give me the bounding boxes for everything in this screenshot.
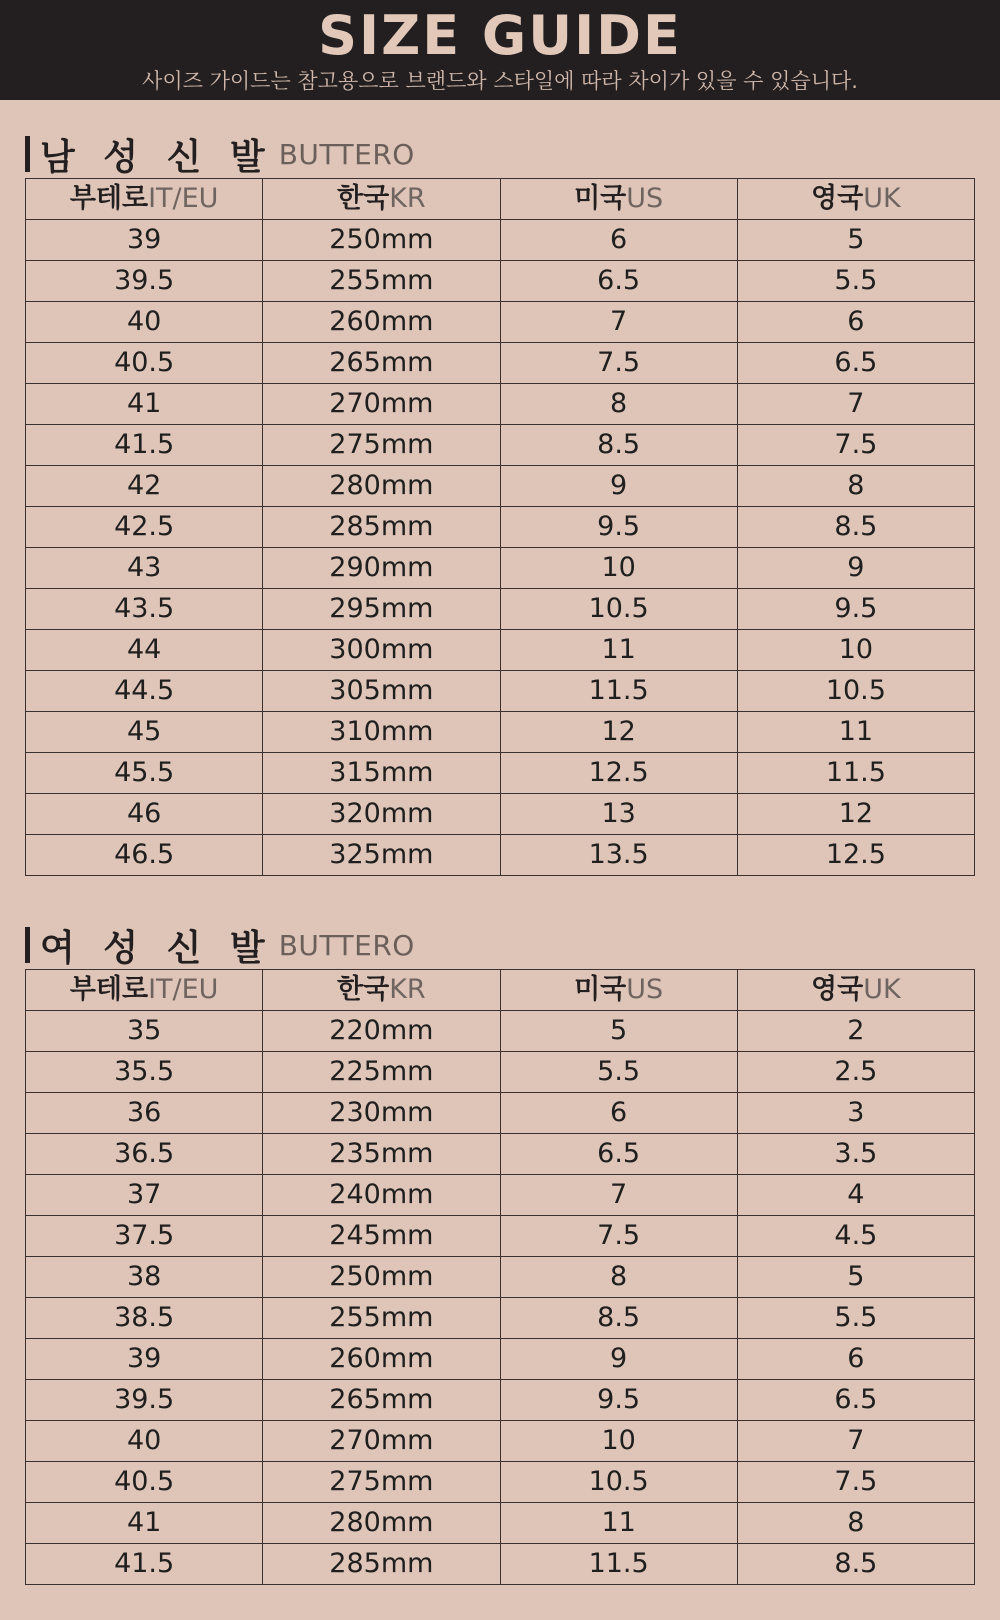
table-row <box>26 794 975 835</box>
column-header <box>26 179 263 220</box>
table-cell: 39.5 <box>26 1380 263 1421</box>
table-cell: 8 <box>500 1257 737 1298</box>
table-cell: 12 <box>500 712 737 753</box>
table-cell: 5 <box>737 1257 974 1298</box>
table-row <box>26 1339 975 1380</box>
table-cell: 6.5 <box>500 1134 737 1175</box>
table-row <box>26 1216 975 1257</box>
table-cell: 41.5 <box>26 1544 263 1585</box>
table-cell: 8 <box>500 384 737 425</box>
page-title: SIZE GUIDE <box>318 4 682 67</box>
table-cell: 7.5 <box>737 1462 974 1503</box>
table-cell: 270mm <box>263 384 500 425</box>
women-size-section <box>25 921 975 1585</box>
table-cell: 250mm <box>263 220 500 261</box>
men-size-section <box>25 130 975 876</box>
table-cell: 265mm <box>263 343 500 384</box>
table-cell: 10.5 <box>500 589 737 630</box>
table-cell: 10 <box>500 1421 737 1462</box>
table-cell: 36.5 <box>26 1134 263 1175</box>
table-row <box>26 671 975 712</box>
table-cell: 270mm <box>263 1421 500 1462</box>
table-cell: 310mm <box>263 712 500 753</box>
table-cell: 285mm <box>263 507 500 548</box>
table-cell: 260mm <box>263 302 500 343</box>
table-row <box>26 835 975 876</box>
table-cell: 11 <box>500 630 737 671</box>
table-cell: 13 <box>500 794 737 835</box>
table-cell: 265mm <box>263 1380 500 1421</box>
column-header-ko: 부테로 <box>69 183 149 214</box>
table-cell: 40.5 <box>26 1462 263 1503</box>
table-row <box>26 1052 975 1093</box>
table-cell: 41 <box>26 384 263 425</box>
table-cell: 43 <box>26 548 263 589</box>
table-row <box>26 343 975 384</box>
table-cell: 5.5 <box>500 1052 737 1093</box>
table-cell: 9.5 <box>737 589 974 630</box>
table-cell: 290mm <box>263 548 500 589</box>
table-cell: 9 <box>500 1339 737 1380</box>
table-cell: 13.5 <box>500 835 737 876</box>
table-cell: 35.5 <box>26 1052 263 1093</box>
table-cell: 39.5 <box>26 261 263 302</box>
table-row <box>26 466 975 507</box>
table-cell: 41 <box>26 1503 263 1544</box>
table-cell: 45 <box>26 712 263 753</box>
table-cell: 45.5 <box>26 753 263 794</box>
table-row <box>26 1421 975 1462</box>
women-section-heading <box>25 921 975 969</box>
women-size-table <box>25 969 975 1585</box>
table-cell: 250mm <box>263 1257 500 1298</box>
table-cell: 280mm <box>263 466 500 507</box>
table-cell: 10.5 <box>737 671 974 712</box>
table-cell: 37 <box>26 1175 263 1216</box>
table-cell: 40.5 <box>26 343 263 384</box>
header-banner <box>0 0 1000 100</box>
table-cell: 6.5 <box>737 1380 974 1421</box>
table-cell: 240mm <box>263 1175 500 1216</box>
table-cell: 40 <box>26 1421 263 1462</box>
table-row <box>26 220 975 261</box>
table-cell: 315mm <box>263 753 500 794</box>
column-header-en: US <box>626 974 664 1005</box>
table-cell: 39 <box>26 1339 263 1380</box>
column-header-en: UK <box>863 183 901 214</box>
table-cell: 44.5 <box>26 671 263 712</box>
table-cell: 295mm <box>263 589 500 630</box>
table-cell: 7 <box>500 1175 737 1216</box>
table-cell: 46.5 <box>26 835 263 876</box>
column-header-ko: 부테로 <box>69 974 149 1005</box>
men-size-table <box>25 178 975 876</box>
table-cell: 225mm <box>263 1052 500 1093</box>
column-header-ko: 한국 <box>337 974 390 1005</box>
column-header-ko: 영국 <box>811 183 864 214</box>
table-cell: 280mm <box>263 1503 500 1544</box>
table-cell: 44 <box>26 630 263 671</box>
column-header-en: KR <box>389 974 426 1005</box>
table-cell: 275mm <box>263 1462 500 1503</box>
table-cell: 5.5 <box>737 1298 974 1339</box>
column-header <box>737 970 974 1011</box>
table-cell: 8 <box>737 1503 974 1544</box>
table-row <box>26 384 975 425</box>
column-header-en: IT/EU <box>148 183 219 214</box>
table-cell: 9.5 <box>500 507 737 548</box>
men-section-heading <box>25 130 975 178</box>
table-row <box>26 1462 975 1503</box>
table-cell: 12.5 <box>500 753 737 794</box>
table-row <box>26 589 975 630</box>
column-header <box>500 970 737 1011</box>
table-cell: 6 <box>500 220 737 261</box>
table-cell: 8.5 <box>737 1544 974 1585</box>
table-cell: 325mm <box>263 835 500 876</box>
table-cell: 3 <box>737 1093 974 1134</box>
table-cell: 9 <box>500 466 737 507</box>
table-cell: 7.5 <box>500 1216 737 1257</box>
women-section-title: 여 성 신 발 <box>40 927 273 969</box>
table-cell: 12 <box>737 794 974 835</box>
heading-accent-bar <box>25 927 30 963</box>
table-cell: 6 <box>500 1093 737 1134</box>
heading-accent-bar <box>25 136 30 172</box>
table-cell: 11.5 <box>500 671 737 712</box>
table-cell: 12.5 <box>737 835 974 876</box>
table-cell: 10 <box>500 548 737 589</box>
table-row <box>26 425 975 466</box>
table-cell: 9 <box>737 548 974 589</box>
table-cell: 7 <box>737 1421 974 1462</box>
table-row <box>26 261 975 302</box>
table-cell: 6 <box>737 1339 974 1380</box>
table-cell: 6.5 <box>500 261 737 302</box>
table-cell: 8.5 <box>737 507 974 548</box>
table-cell: 42 <box>26 466 263 507</box>
column-header <box>263 179 500 220</box>
page-subtitle: 사이즈 가이드는 참고용으로 브랜드와 스타일에 따라 차이가 있을 수 있습니다. <box>142 69 858 93</box>
table-cell: 10 <box>737 630 974 671</box>
table-cell: 4 <box>737 1175 974 1216</box>
table-cell: 255mm <box>263 261 500 302</box>
table-cell: 36 <box>26 1093 263 1134</box>
table-cell: 7.5 <box>737 425 974 466</box>
table-row <box>26 1011 975 1052</box>
table-row <box>26 1134 975 1175</box>
table-cell: 6 <box>737 302 974 343</box>
table-cell: 220mm <box>263 1011 500 1052</box>
table-cell: 41.5 <box>26 425 263 466</box>
table-cell: 8.5 <box>500 1298 737 1339</box>
table-row <box>26 1298 975 1339</box>
table-cell: 11.5 <box>737 753 974 794</box>
table-cell: 285mm <box>263 1544 500 1585</box>
table-cell: 7 <box>737 384 974 425</box>
table-cell: 260mm <box>263 1339 500 1380</box>
table-cell: 255mm <box>263 1298 500 1339</box>
table-cell: 46 <box>26 794 263 835</box>
table-cell: 42.5 <box>26 507 263 548</box>
table-cell: 39 <box>26 220 263 261</box>
table-cell: 7.5 <box>500 343 737 384</box>
column-header-en: US <box>626 183 664 214</box>
table-row <box>26 1544 975 1585</box>
table-cell: 230mm <box>263 1093 500 1134</box>
column-header-en: UK <box>863 974 901 1005</box>
column-header-ko: 미국 <box>574 974 627 1005</box>
women-section-brand: BUTTERO <box>278 928 415 962</box>
table-cell: 8 <box>737 466 974 507</box>
table-cell: 11.5 <box>500 1544 737 1585</box>
column-header-ko: 영국 <box>811 974 864 1005</box>
table-cell: 11 <box>500 1503 737 1544</box>
table-cell: 37.5 <box>26 1216 263 1257</box>
table-cell: 6.5 <box>737 343 974 384</box>
table-cell: 245mm <box>263 1216 500 1257</box>
table-cell: 305mm <box>263 671 500 712</box>
column-header-en: KR <box>389 183 426 214</box>
table-cell: 2 <box>737 1011 974 1052</box>
table-cell: 35 <box>26 1011 263 1052</box>
men-section-title: 남 성 신 발 <box>40 136 273 178</box>
table-row <box>26 302 975 343</box>
column-header <box>737 179 974 220</box>
column-header-ko: 한국 <box>337 183 390 214</box>
table-cell: 38 <box>26 1257 263 1298</box>
table-cell: 9.5 <box>500 1380 737 1421</box>
column-header-ko: 미국 <box>574 183 627 214</box>
column-header <box>500 179 737 220</box>
table-cell: 235mm <box>263 1134 500 1175</box>
column-header <box>263 970 500 1011</box>
table-row <box>26 630 975 671</box>
table-row <box>26 507 975 548</box>
table-cell: 10.5 <box>500 1462 737 1503</box>
table-cell: 300mm <box>263 630 500 671</box>
table-cell: 275mm <box>263 425 500 466</box>
table-row <box>26 1257 975 1298</box>
table-cell: 3.5 <box>737 1134 974 1175</box>
table-cell: 43.5 <box>26 589 263 630</box>
table-row <box>26 1175 975 1216</box>
table-row <box>26 1503 975 1544</box>
table-row <box>26 753 975 794</box>
column-header <box>26 970 263 1011</box>
table-row <box>26 1380 975 1421</box>
table-cell: 8.5 <box>500 425 737 466</box>
table-cell: 7 <box>500 302 737 343</box>
table-cell: 40 <box>26 302 263 343</box>
table-cell: 4.5 <box>737 1216 974 1257</box>
table-cell: 5 <box>500 1011 737 1052</box>
table-row <box>26 712 975 753</box>
table-cell: 2.5 <box>737 1052 974 1093</box>
column-header-en: IT/EU <box>148 974 219 1005</box>
table-row <box>26 548 975 589</box>
men-section-brand: BUTTERO <box>278 137 415 171</box>
table-cell: 5.5 <box>737 261 974 302</box>
table-row <box>26 1093 975 1134</box>
table-cell: 320mm <box>263 794 500 835</box>
table-cell: 5 <box>737 220 974 261</box>
table-cell: 11 <box>737 712 974 753</box>
table-cell: 38.5 <box>26 1298 263 1339</box>
